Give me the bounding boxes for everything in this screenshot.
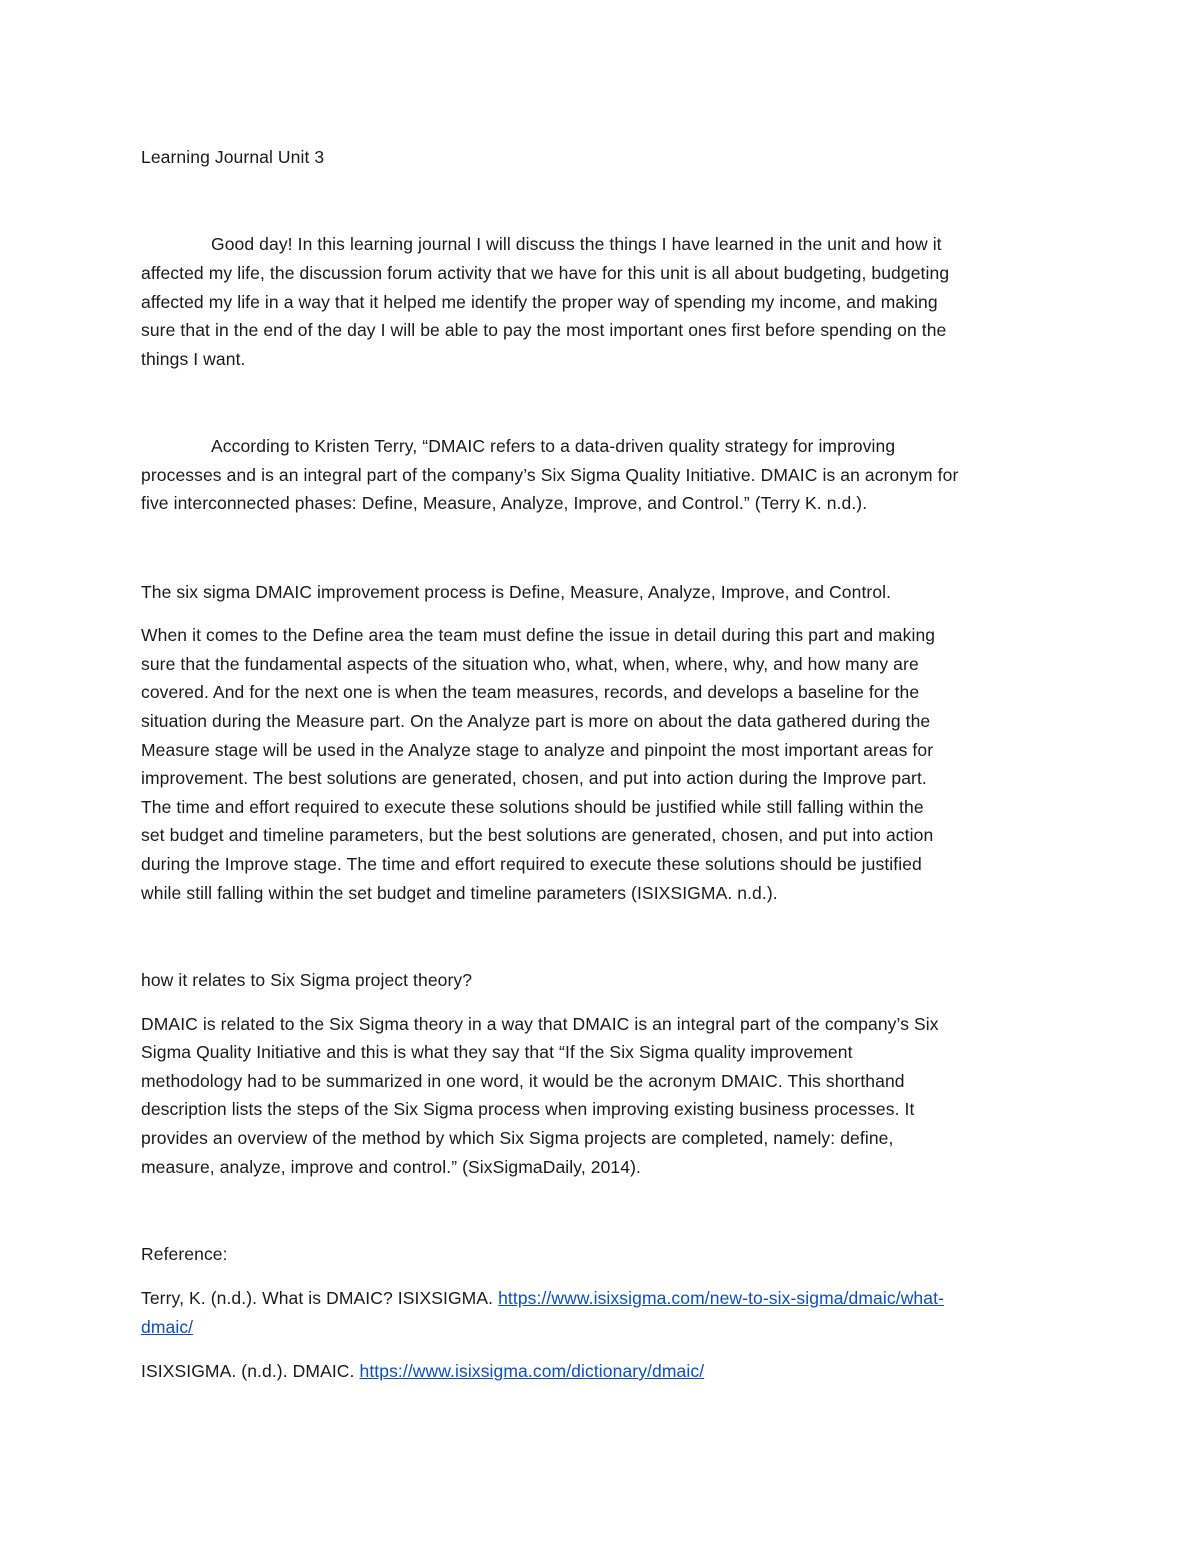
document-title: Learning Journal Unit 3 [141, 147, 325, 167]
paragraph-line: during the Improve stage. The time and effort required to execute these solutions should be justified [141, 854, 922, 874]
paragraph-line: sure that in the end of the day I will be able to pay the most important ones first before spending on the [141, 320, 947, 340]
paragraph-line: sure that the fundamental aspects of the situation who, what, when, where, why, and how many are [141, 654, 919, 674]
paragraph-line: affected my life, the discussion forum activity that we have for this unit is all about budgeting, budgeting [141, 263, 950, 283]
paragraph-line: provides an overview of the method by which Six Sigma projects are completed, namely: define, [141, 1128, 894, 1148]
paragraph-line: When it comes to the Define area the team must define the issue in detail during this part and making [141, 625, 936, 645]
paragraph-line: description lists the steps of the Six Sigma process when improving existing business processes. It [141, 1099, 915, 1119]
paragraph-line: The time and effort required to execute these solutions should be justified while still falling within the [141, 797, 924, 817]
paragraph-process-summary: The six sigma DMAIC improvement process is Define, Measure, Analyze, Improve, and Control. [141, 582, 892, 602]
reference-text: ISIXSIGMA. (n.d.). DMAIC. [141, 1361, 360, 1381]
reference-link[interactable]: https://www.isixsigma.com/dictionary/dmaic/ [359, 1361, 705, 1381]
reference-line [141, 1357, 704, 1386]
paragraph-line: processes and is an integral part of the company’s Six Sigma Quality Initiative. DMAIC is an acronym for [141, 465, 959, 485]
reference-heading: Reference: [141, 1244, 228, 1264]
paragraph-line: situation during the Measure part. On the Analyze part is more on about the data gathered during the [141, 711, 931, 731]
paragraph-line: methodology had to be summarized in one word, it would be the acronym DMAIC. This shorthand [141, 1071, 905, 1091]
paragraph-line: things I want. [141, 349, 246, 369]
reference-line [141, 1284, 944, 1313]
paragraph-line: five interconnected phases: Define, Measure, Analyze, Improve, and Control.” (Terry K. n.d.). [141, 493, 868, 513]
paragraph-line: covered. And for the next one is when the team measures, records, and develops a baseline for the [141, 682, 920, 702]
paragraph-line: According to Kristen Terry, “DMAIC refers to a data-driven quality strategy for improving [211, 436, 896, 456]
paragraph-line: while still falling within the set budget and timeline parameters (ISIXSIGMA. n.d.). [141, 883, 778, 903]
paragraph-line: Good day! In this learning journal I will discuss the things I have learned in the unit and how it [211, 234, 942, 254]
paragraph-line: affected my life in a way that it helped me identify the proper way of spending my income, and making [141, 292, 938, 312]
paragraph-line: set budget and timeline parameters, but the best solutions are generated, chosen, and put into action [141, 825, 934, 845]
reference-link[interactable]: https://www.isixsigma.com/new-to-six-sigma/dmaic/what- [498, 1288, 944, 1308]
question-heading: how it relates to Six Sigma project theory? [141, 970, 473, 990]
reference-link-continued[interactable]: dmaic/ [141, 1317, 194, 1337]
paragraph-line: measure, analyze, improve and control.” (SixSigmaDaily, 2014). [141, 1157, 641, 1177]
paragraph-line: Measure stage will be used in the Analyze stage to analyze and pinpoint the most important areas for [141, 740, 934, 760]
reference-text: Terry, K. (n.d.). What is DMAIC? ISIXSIGMA. [141, 1288, 499, 1308]
reference-line [141, 1313, 193, 1342]
paragraph-line: improvement. The best solutions are generated, chosen, and put into action during the Improve part. [141, 768, 927, 788]
paragraph-line: DMAIC is related to the Six Sigma theory in a way that DMAIC is an integral part of the company’s Six [141, 1014, 939, 1034]
paragraph-line: Sigma Quality Initiative and this is what they say that “If the Six Sigma quality improvement [141, 1042, 853, 1062]
